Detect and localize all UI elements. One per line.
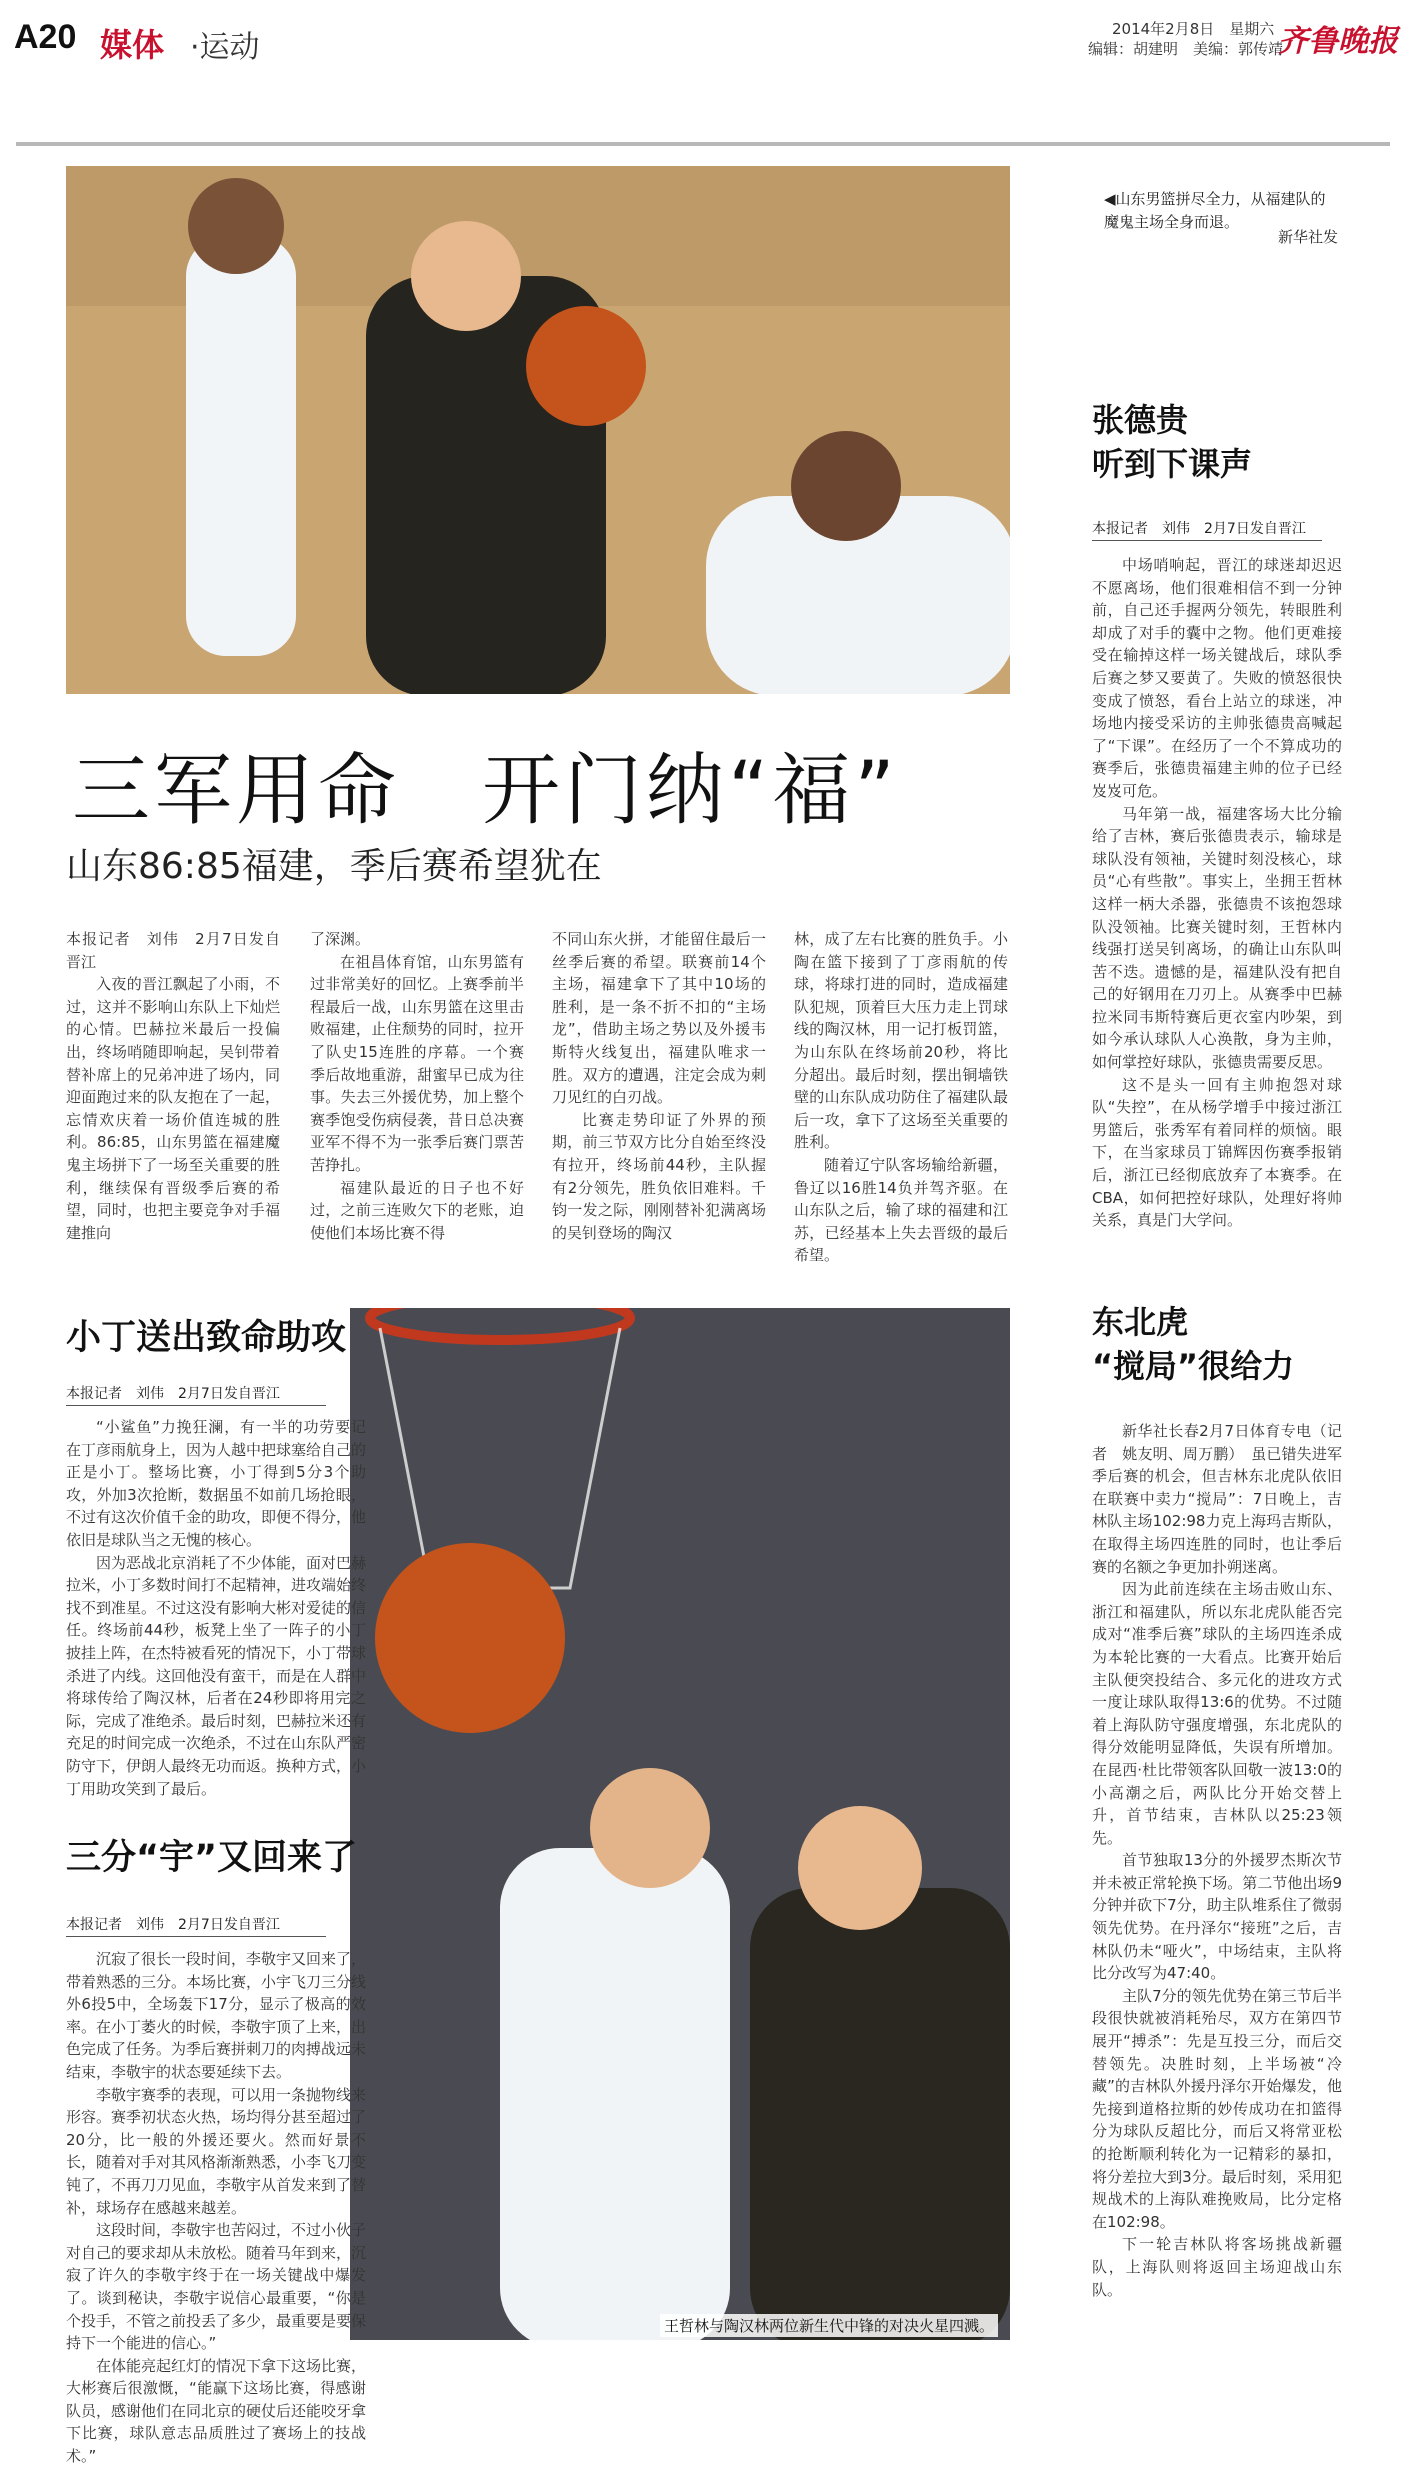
main-para: 入夜的晋江飘起了小雨，不过，这并不影响山东队上下灿烂的心情。巴赫拉米最后一投偏出，终场哨随即响起，吴钊带着替补席上的兄弟冲进了场内，同迎面跑过来的队友抱在了一起，忘情欢庆着一场价值连城的胜利。86:85，山东男篮在福建魔鬼主场拼下了一场至关重要的胜利，继续保有晋级季后赛的希望，同时，也把主要竞争对手福建推向 <box>66 975 280 1242</box>
story-xiaoding-para: 因为恶战北京消耗了不少体能，面对巴赫拉米，小丁多数时间打不起精神，进攻端始终找不到准星。不过这没有影响大彬对爱徒的信任。终场前44秒，板凳上坐了一阵子的小丁披挂上阵，在杰特被看死的情况下，小丁带球杀进了内线。这回他没有蛮干，而是在人群中将球传给了陶汉林，后者在24秒即将用完之际，完成了准绝杀。最后时刻，巴赫拉米还有充足的时间完成一次绝杀，不过在山东队严密防守下，伊朗人最终无功而返。换种方式，小丁用助攻笑到了最后。 <box>66 1553 367 1798</box>
story-dongbeihu-body <box>1092 1420 1342 2301</box>
main-para: 随着辽宁队客场输给新疆，鲁辽以16胜14负并驾齐驱。在山东队之后，输了球的福建和江苏，已经基本上失去晋级的最后希望。 <box>794 1155 1008 1265</box>
main-para: 比赛走势印证了外界的预期，前三节双方比分自始至终没有拉开，终场前44秒，主队握有2分领先，胜负依旧难料。千钧一发之际，刚刚替补犯满离场的吴钊登场的陶汉 <box>552 1110 766 1242</box>
story-yu-body <box>66 1948 366 2468</box>
story-xiaoding-title: 小丁送出致命助攻 <box>66 1318 347 1358</box>
photo-basketball-action-bottom <box>350 1308 1010 2340</box>
story-yu-para: 在体能亮起红灯的情况下拿下这场比赛，大彬赛后很激慨，“能赢下这场比赛，得感谢队员，感谢他们在同北京的硬仗后还能咬牙拿下比赛，球队意志品质胜过了赛场上的技战术。” <box>66 2356 367 2466</box>
main-story-col-2 <box>310 928 524 1244</box>
photo-source: 新华社发 <box>1278 228 1339 246</box>
story-zhang-para: 马年第一战，福建客场大比分输给了吉林，赛后张德贵表示，输球是球队没有领袖，关键时刻没核心，球员“心有些散”。事实上，坐拥王哲林这样一柄大杀器，张德贵不该抱怨球队没领袖。比赛关键时刻，王哲林内线强打送吴钊离场，的确让山东队叫苦不迭。遗憾的是，福建队没有把自己的好钢用在刀刃上。从赛季中巴赫拉米同韦斯特赛后更衣室内吵架，到如今承认球队人心涣散，身为主帅，如何掌控好球队，张德贵需要反思。 <box>1092 804 1342 1072</box>
story-zhang-title <box>1092 398 1252 486</box>
story-zhang-title-line1: 张德贵 <box>1092 401 1189 439</box>
story-yu-para: 沉寂了很长一段时间，李敬宇又回来了，带着熟悉的三分。本场比赛，小宇飞刀三分线外6投5中，全场轰下17分，显示了极高的效率。在小丁萎火的时候，李敬宇顶了上来，出色完成了任务。为季后赛拼刺刀的肉搏战远未结束，李敬宇的状态要延续下去。 <box>66 1950 367 2081</box>
main-para: 不同山东火拼，才能留住最后一丝季后赛的希望。联赛前14个主场，福建拿下了其中10场的胜利，是一条不折不扣的“主场龙”，借助主场之势以及外援韦斯特火线复出，福建队唯求一胜。双方的遭遇，注定会成为刺刀见红的白刃战。 <box>552 930 766 1107</box>
story-dongbeihu-para: 首节独取13分的外援罗杰斯次节并未被正常轮换下场。第二节他出场9分钟并砍下7分，助主队堆系住了微弱领先优势。在丹泽尔“接班”之后，吉林队仍未“哑火”，中场结束，主队将比分改写为47:40。 <box>1092 1851 1342 1983</box>
story-zhang-para: 中场哨响起，晋江的球迷却迟迟不愿离场，他们很难相信不到一分钟前，自己还手握两分领先，转眼胜利却成了对手的囊中之物。他们更难接受在输掉这样一场关键战后，球队季后赛之梦又要黄了。失败的愤怒很快变成了愤怒，看台上站立的球迷，冲场地内接受采访的主帅张德贵高喊起了“下课”。在经历了一个不算成功的赛季后，张德贵福建主帅的位子已经岌岌可危。 <box>1092 556 1342 800</box>
story-yu-title: 三分“宇”又回来了 <box>66 1838 358 1878</box>
photo-basketball-action-top <box>66 166 1010 694</box>
issue-date: 2014年2月8日 星期六 <box>1112 20 1275 38</box>
main-story-col-3 <box>552 928 766 1244</box>
photo-caption: ◀山东男篮拼尽全力，从福建队的魔鬼主场全身而退。 <box>1104 190 1326 231</box>
newspaper-logo: 齐鲁晚报 <box>1278 24 1398 59</box>
story-zhang-title-line2: 听到下课声 <box>1092 445 1253 483</box>
main-para: 林，成了左右比赛的胜负手。小陶在篮下接到了丁彦雨航的传球，将球打进的同时，造成福建队犯规，顶着巨大压力走上罚球线的陶汉林，用一记打板罚篮，为山东队在终场前20秒，将比分超出。最后时刻，摆出铜墙铁壁的山东队成功防住了福建队最后一攻，拿下了这场至关重要的胜利。 <box>794 930 1008 1152</box>
editors: 编辑：胡建明 美编：郭传靖 <box>1088 40 1284 58</box>
story-yu-byline: 本报记者 刘伟 2月7日发自晋江 <box>66 1914 326 1937</box>
story-dongbeihu-para: 因为此前连续在主场击败山东、浙江和福建队，所以东北虎队能否完成对“准季后赛”球队的主场四连杀成为本轮比赛的一大看点。比赛开始后主队便突投结合、多元化的进攻方式一度让球队取得13:6的优势。不过随着上海队防守强度增强，东北虎队的得分效能明显降低，失误有所增加。在昆西·杜比带领客队回敬一波13:0的小高潮之后，两队比分开始交替上升，首节结束，吉林队以25:23领先。 <box>1092 1580 1342 1847</box>
section-name: 媒体 <box>100 26 165 64</box>
page-number: A20 <box>14 18 77 56</box>
main-byline: 本报记者 刘伟 2月7日发自晋江 <box>66 930 280 971</box>
story-zhang-para: 这不是头一回有主帅抱怨对球队“失控”，在从杨学增手中接过浙江男篮后，张秀军有着同样的烦恼。眼下，在当家球员丁锦辉因伤赛季报销后，浙江已经彻底放弃了本赛季。在CBA，如何把控好球队，处理好将帅关系，真是门大学问。 <box>1092 1075 1342 1230</box>
story-dongbeihu-para: 新华社长春2月7日体育专电（记者 姚友明、周万鹏） 虽已错失进军季后赛的机会，但吉林东北虎队依旧在联赛中卖力“搅局”：7日晚上，吉林队主场102:98力克上海玛吉斯队，在取得主场四连胜的同时，也让季后赛的名额之争更加扑朔迷离。 <box>1092 1422 1342 1576</box>
story-xiaoding-para: “小鲨鱼”力挽狂澜，有一半的功劳要记在丁彦雨航身上，因为人越中把球塞给自己的正是小丁。整场比赛，小丁得到5分3个助攻，外加3次抢断，数据虽不如前几场抢眼，不过有这次价值千金的助攻，即便不得分，他依旧是球队当之无愧的核心。 <box>66 1418 367 1549</box>
story-dongbeihu-title-line1: 东北虎 <box>1092 1303 1189 1341</box>
story-zhang-byline: 本报记者 刘伟 2月7日发自晋江 <box>1092 518 1322 541</box>
header-rule <box>16 142 1390 146</box>
story-dongbeihu-title <box>1092 1300 1294 1388</box>
story-dongbeihu-title-line2: “搅局”很给力 <box>1092 1347 1295 1385</box>
photo-caption: 王哲林与陶汉林两位新生代中锋的对决火星四溅。 <box>660 2314 998 2337</box>
subsection-name: ·运动 <box>190 30 260 65</box>
story-yu-para: 这段时间，李敬宇也苦闷过，不过小伙子对自己的要求却从未放松。随着马年到来，沉寂了许久的李敬宇终于在一场关键战中爆发了。谈到秘诀，李敬宇说信心最重要，“你是个投手，不管之前投丢了多少，最重要是要保持下一个能进的信心。” <box>66 2221 367 2353</box>
main-headline: 三军用命 开门纳“福” <box>72 746 899 836</box>
story-dongbeihu-para: 下一轮吉林队将客场挑战新疆队，上海队则将返回主场迎战山东队。 <box>1092 2235 1342 2299</box>
story-dongbeihu-para: 主队7分的领先优势在第三节后半段很快就被消耗殆尽，双方在第四节展开“搏杀”：先是互投三分，而后交替领先。决胜时刻，上半场被“冷藏”的吉林队外援丹泽尔开始爆发，他先接到道格拉斯的妙传成功在扣篮得分为球队反超比分，而后又将常亚松的抢断顺利转化为一记精彩的暴扣，将分差拉大到3分。最后时刻，采用犯规战术的上海队难挽败局，比分定格在102:98。 <box>1092 1986 1342 2231</box>
main-para: 福建队最近的日子也不好过，之前三连败欠下的老账，迫使他们本场比赛不得 <box>310 1178 524 1242</box>
story-zhang-body <box>1092 554 1342 1232</box>
story-yu-para: 李敬宇赛季的表现，可以用一条抛物线来形容。赛季初状态火热，场均得分甚至超过了20分，比一般的外援还要火。然而好景不长，随着对手对其风格渐渐熟悉，小李飞刀变钝了，不再刀刀见血，李敬宇从首发来到了替补，球场存在感越来越差。 <box>66 2085 367 2217</box>
main-story-col-1 <box>66 928 280 1244</box>
main-para: 在祖昌体育馆，山东男篮有过非常美好的回忆。上赛季前半程最后一战，山东男篮在这里击败福建，止住颓势的同时，拉开了队史15连胜的序幕。一个赛季后故地重游，甜蜜早已成为往事。失去三外援优势，加上整个赛季饱受伤病侵袭，昔日总决赛亚军不得不为一张季后赛门票苦苦挣扎。 <box>310 952 524 1174</box>
story-xiaoding-body <box>66 1416 366 1800</box>
main-subhead: 山东86:85福建，季后赛希望犹在 <box>66 846 602 887</box>
main-story-col-4 <box>794 928 1008 1267</box>
main-para: 了深渊。 <box>310 930 371 948</box>
story-xiaoding-byline: 本报记者 刘伟 2月7日发自晋江 <box>66 1383 326 1406</box>
